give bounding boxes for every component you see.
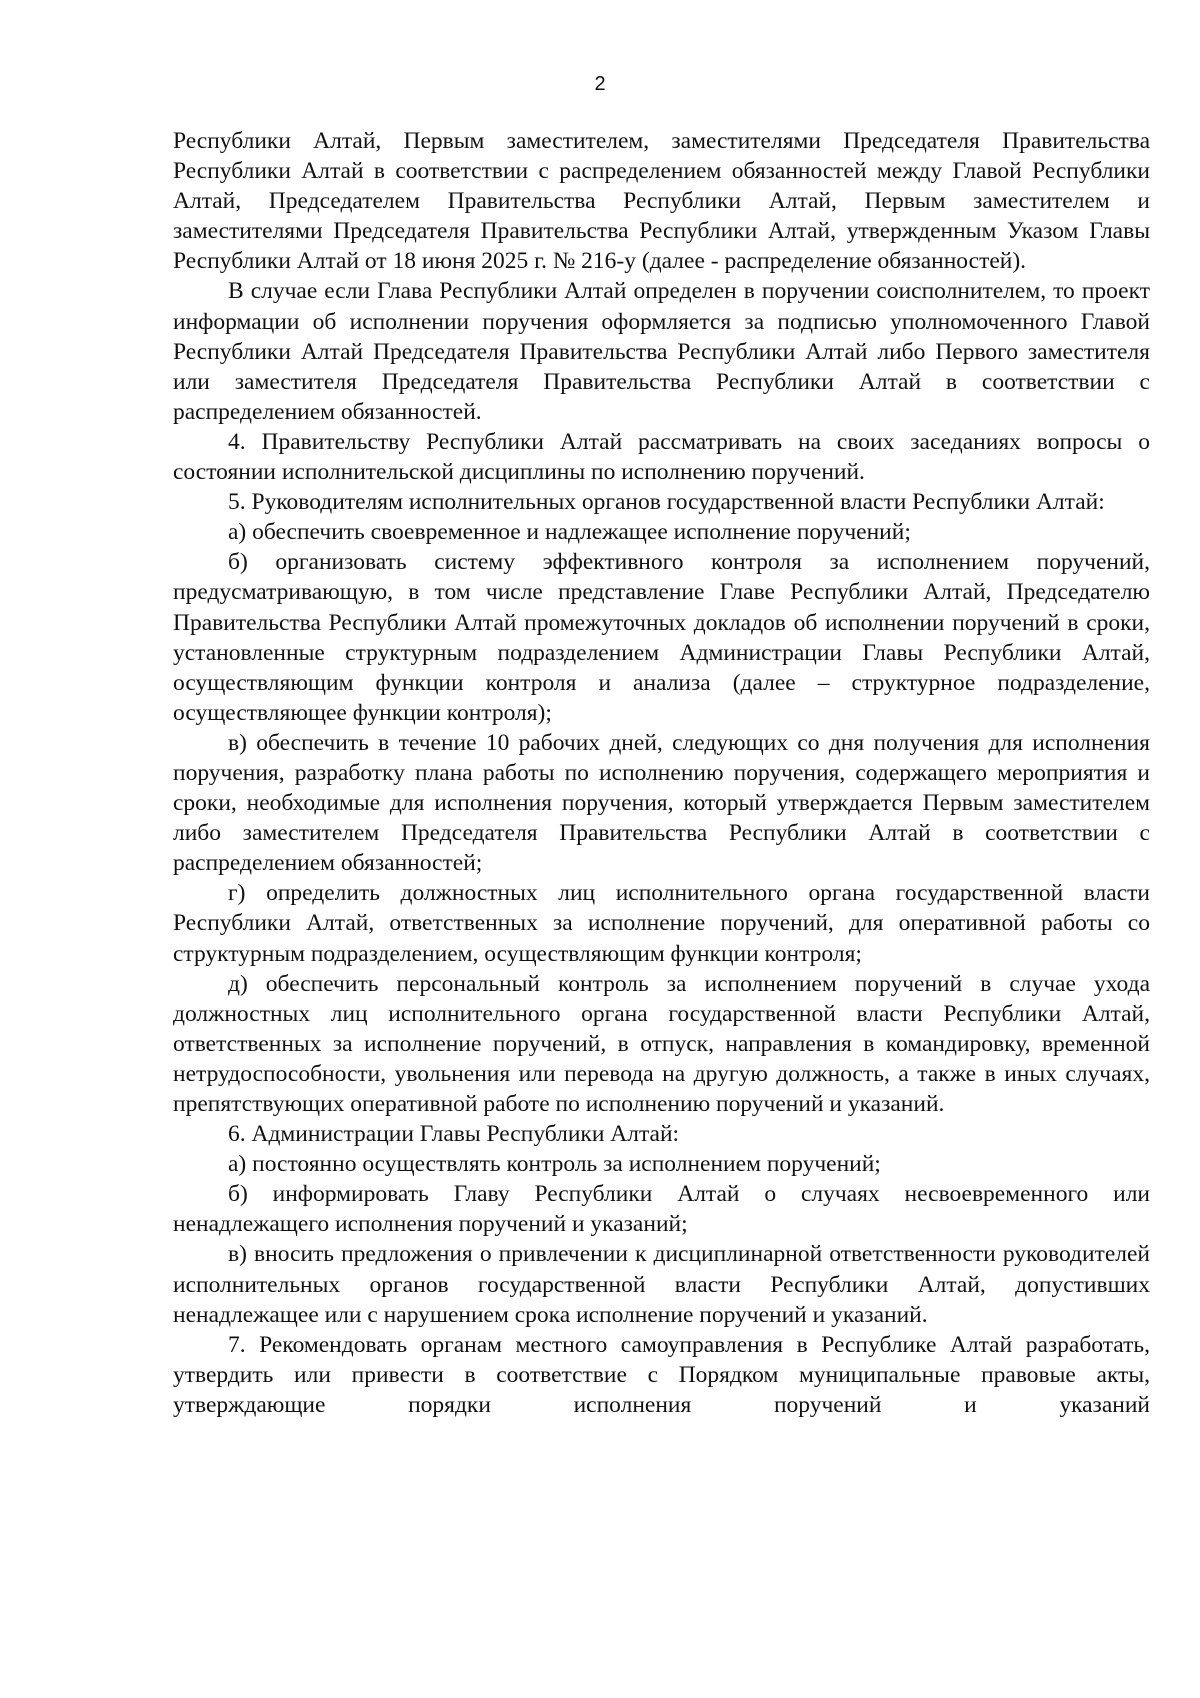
- paragraph-item-7: 7. Рекомендовать органам местного самоуправления в Республике Алтай разработать, утвердить или привести в соответствие с Порядком муниципальные правовые акты, утверждающие порядки исполнения поручений и указаний: [173, 1331, 1150, 1418]
- paragraph-item-5v: в) обеспечить в течение 10 рабочих дней, следующих со дня получения для исполнения поручения, разработку плана работы по исполнению поручения, содержащего мероприятия и сроки, необходимые для исполнения поручения, который утверждается Первым заместителем либо заместителем Председателя Правительства Республики Алтай в соответствии с распределением обязанностей;: [173, 729, 1150, 877]
- paragraph-item-6a: а) постоянно осуществлять контроль за исполнением поручений;: [228, 1151, 881, 1178]
- paragraph-item-4: 4. Правительству Республики Алтай рассматривать на своих заседаниях вопросы о состоянии исполнительской дисциплины по исполнению поручений.: [173, 428, 1150, 486]
- paragraph-item-6b: б) информировать Главу Республики Алтай о случаях несвоевременного или ненадлежащего исполнения поручений и указаний;: [173, 1181, 1150, 1238]
- paragraph-item-5a: а) обеспечить своевременное и надлежащее исполнение поручений;: [228, 519, 911, 546]
- paragraph-item-6v: в) вносить предложения о привлечении к дисциплинарной ответственности руководителей исполнительных органов государственной власти Республики Алтай, допустивших ненадлежащее или с нарушением срока исполнение поручений и указаний.: [173, 1241, 1150, 1328]
- document-body: [173, 126, 1150, 1420]
- paragraph-item-5g: г) определить должностных лиц исполнительного органа государственной власти Республики Алтай, ответственных за исполнение поручений, для оперативной работы со структурным подразделением, осуществляющим функции контроля;: [173, 880, 1150, 967]
- paragraph-item-6: 6. Администрации Главы Республики Алтай:: [228, 1121, 680, 1148]
- paragraph-continuation: Республики Алтай, Первым заместителем, заместителями Председателя Правительства Республики Алтай в соответствии с распределением обязанностей между Главой Республики Алтай, Председателем Правительства Республики Алтай, Первым заместителем и заместителями Председателя Правительства Республики Алтай, утвержденным Указом Главы Республики Алтай от 18 июня 2025 г. № 216-у (далее - распределение обязанностей).: [173, 128, 1150, 275]
- paragraph-item-5d: д) обеспечить персональный контроль за исполнением поручений в случае ухода должностных лиц исполнительного органа государственной власти Республики Алтай, ответственных за исполнение поручений, в отпуск, направления в командировку, временной нетрудоспособности, увольнения или перевода на другую должность, а также в иных случаях, препятствующих оперативной работе по исполнению поручений и указаний.: [173, 970, 1150, 1117]
- paragraph-item-5: 5. Руководителям исполнительных органов государственной власти Республики Алтай:: [228, 489, 1105, 516]
- paragraph-coexecutor: В случае если Глава Республики Алтай определен в поручении соисполнителем, то проект информации об исполнении поручения оформляется за подписью уполномоченного Главой Республики Алтай Председателя Правительства Республики Алтай либо Первого заместителя или заместителя Председателя Правительства Республики Алтай в соответствии с распределением обязанностей.: [173, 278, 1150, 425]
- paragraph-item-5b: б) организовать систему эффективного контроля за исполнением поручений, предусматривающую, в том числе представление Главе Республики Алтай, Председателю Правительства Республики Алтай промежуточных докладов об исполнении поручений в сроки, установленные структурным подразделением Администрации Главы Республики Алтай, осуществляющим функции контроля и анализа (далее – структурное подразделение, осуществляющее функции контроля);: [173, 549, 1150, 726]
- page-number: 2: [594, 73, 606, 95]
